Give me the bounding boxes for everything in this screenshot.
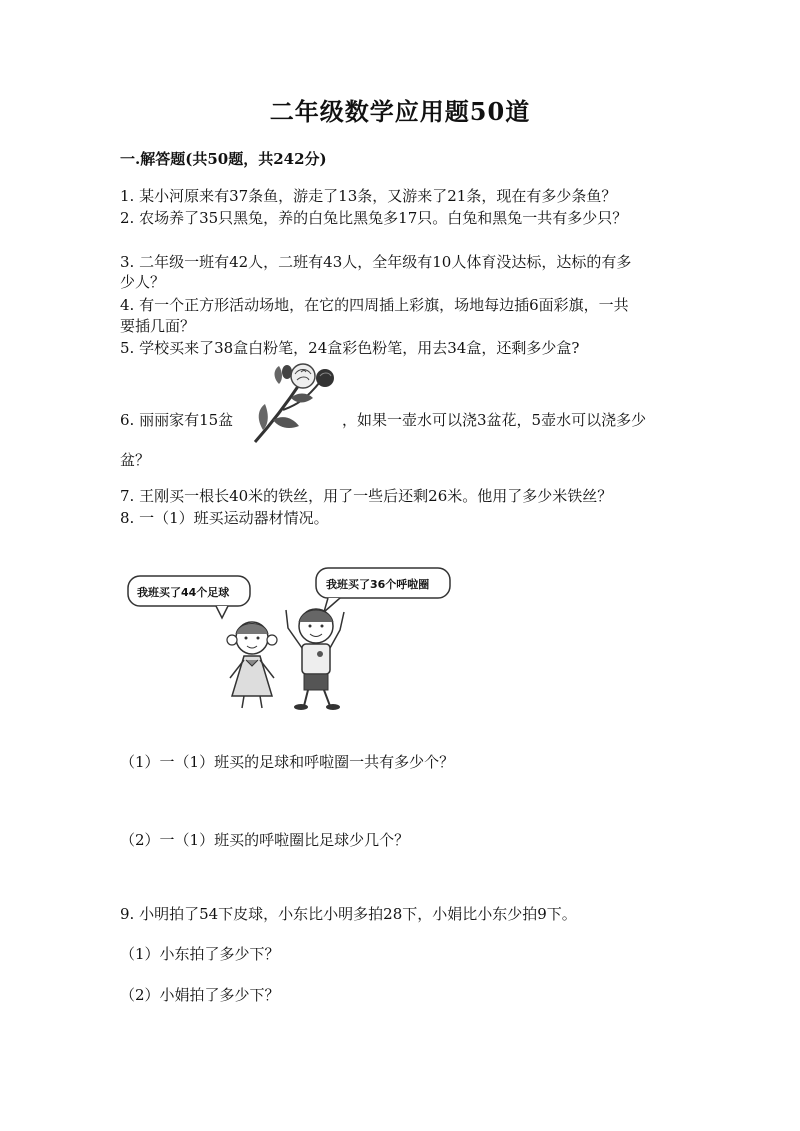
question-8: 8. 一（1）班买运动器材情况。 — [120, 509, 329, 527]
girl-speech-bubble: 我班买了44个足球 — [137, 586, 230, 599]
question-6-after: ，如果一壶水可以浇3盆花，5壶水可以浇多少 — [342, 411, 647, 429]
question-5: 5. 学校买来了38盒白粉笔，24盒彩色粉笔，用去34盒，还剩多少盒? — [120, 339, 580, 357]
question-7: 7. 王刚买一根长40米的铁丝，用了一些后还剩26米。他用了多少米铁丝？ — [120, 487, 613, 505]
question-6-line-2: 盆？ — [120, 451, 151, 469]
question-3-line-1: 3. 二年级一班有42人，二班有43人，全年级有10人体育没达标，达标的有多 — [120, 253, 632, 271]
question-9-sub-1: （1）小东拍了多少下？ — [120, 945, 280, 963]
flower-illustration — [243, 358, 338, 446]
question-4-line-1: 4. 有一个正方形活动场地，在它的四周插上彩旗，场地每边插6面彩旗，一共 — [120, 296, 629, 314]
question-9: 9. 小明拍了54下皮球，小东比小明多拍28下，小娟比小东少拍9下。 — [120, 905, 577, 923]
boy-speech-bubble: 我班买了36个呼啦圈 — [326, 578, 430, 591]
question-6-before: 6. 丽丽家有15盆 — [120, 411, 234, 429]
question-2: 2. 农场养了35只黑兔，养的白兔比黑兔多17只。白兔和黑兔一共有多少只？ — [120, 209, 628, 227]
question-9-sub-2: （2）小娟拍了多少下？ — [120, 986, 280, 1004]
question-3-line-2: 少人？ — [120, 273, 166, 291]
question-8-sub-2: （2）一（1）班买的呼啦圈比足球少几个？ — [120, 831, 410, 849]
question-8-sub-1: （1）一（1）班买的足球和呼啦圈一共有多少个？ — [120, 753, 455, 771]
question-1: 1. 某小河原来有37条鱼，游走了13条，又游来了21条，现在有多少条鱼？ — [120, 187, 617, 205]
page-title: 二年级数学应用题50道 — [269, 97, 531, 126]
section-header: 一.解答题(共50题，共242分) — [120, 150, 327, 168]
question-4-line-2: 要插几面？ — [120, 317, 196, 335]
